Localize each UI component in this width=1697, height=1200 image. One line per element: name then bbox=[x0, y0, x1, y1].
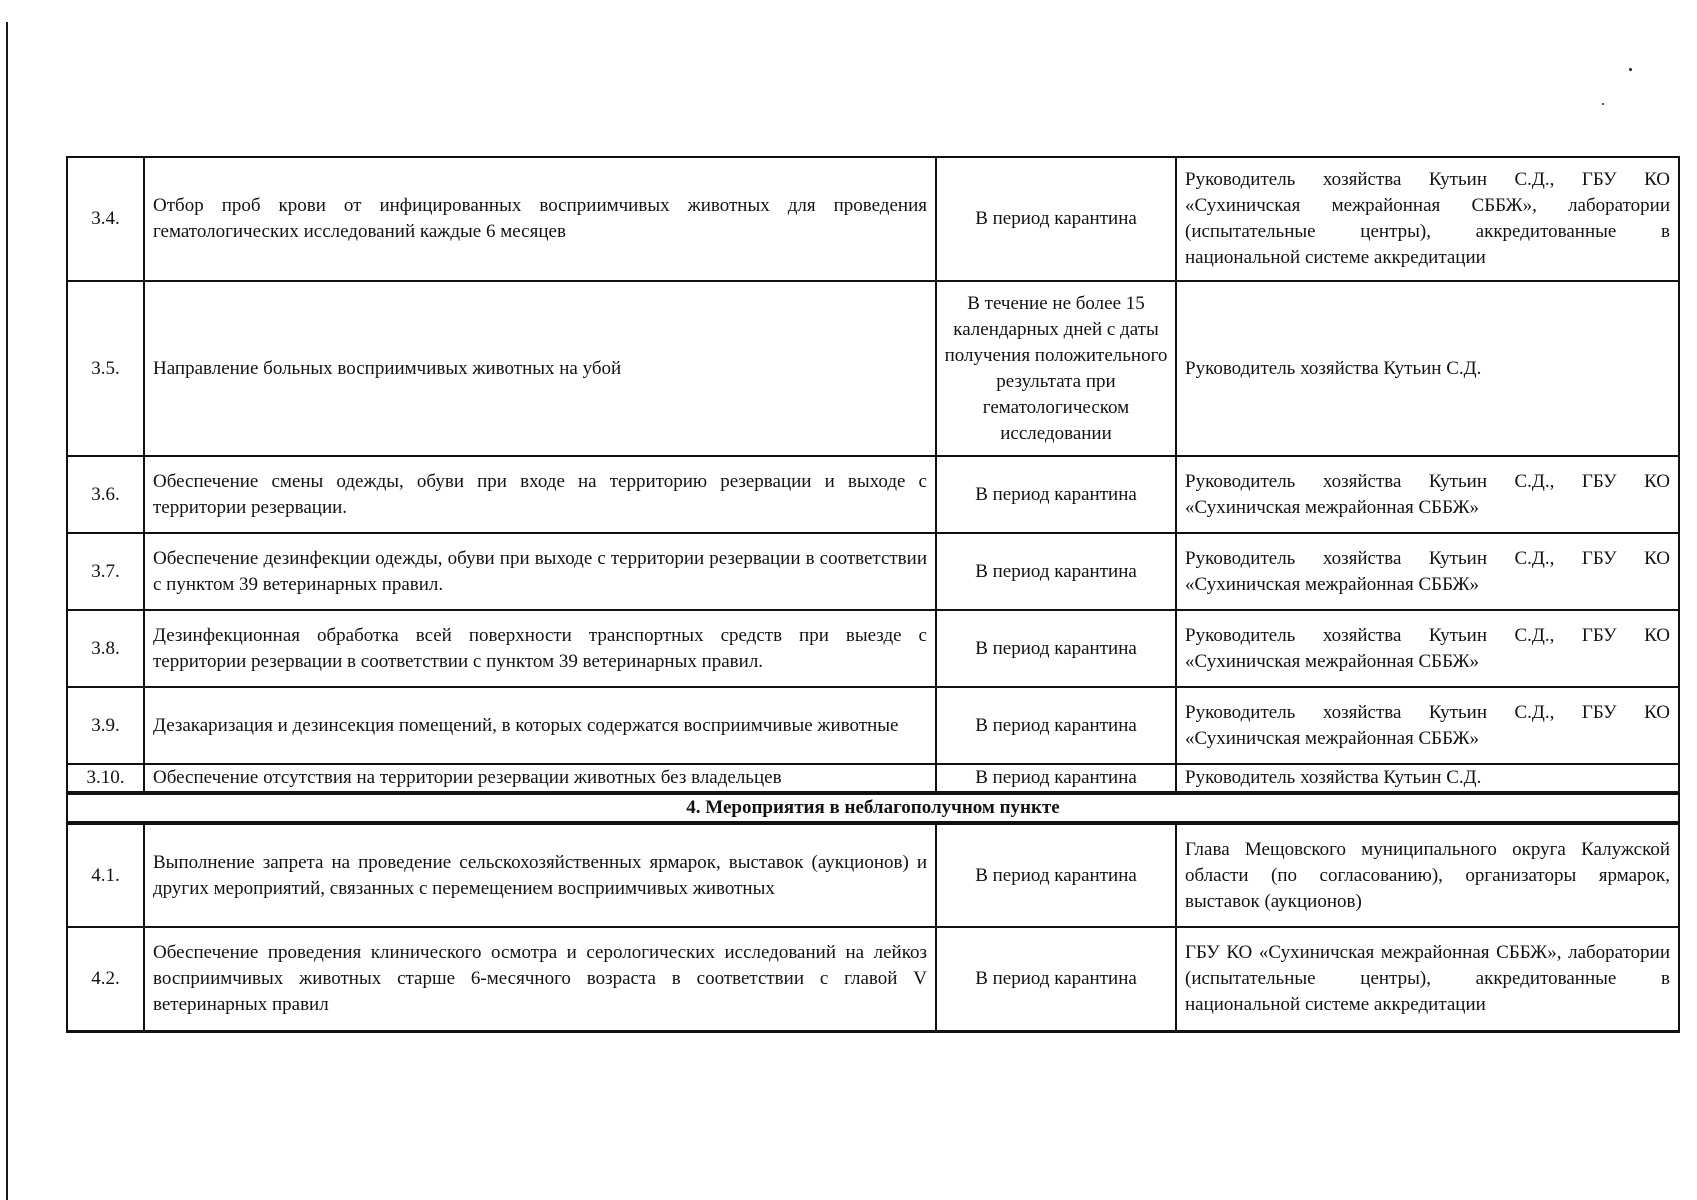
action-cell: Обеспечение проведения клинического осмотра и серологических исследований на лейкоз восприимчивых животных старше 6-месячного возраста в соответствии с главой V ветеринарных правил bbox=[144, 927, 936, 1031]
table-row bbox=[67, 157, 1679, 281]
responsible-cell: Глава Мещовского муниципального округа Калужской области (по согласованию), организаторы ярмарок, выставок (аукционов) bbox=[1176, 823, 1679, 927]
table-row bbox=[67, 927, 1679, 1031]
responsible-cell: Руководитель хозяйства Кутьин С.Д., ГБУ КО «Сухиничская межрайонная СББЖ» bbox=[1176, 456, 1679, 533]
scan-speck bbox=[1629, 68, 1632, 71]
row-number: 4.1. bbox=[67, 823, 144, 927]
term-cell: В период карантина bbox=[936, 927, 1176, 1031]
row-number: 4.2. bbox=[67, 927, 144, 1031]
table-row bbox=[67, 687, 1679, 764]
table-row bbox=[67, 533, 1679, 610]
action-cell: Направление больных восприимчивых животных на убой bbox=[144, 281, 936, 456]
term-cell: В период карантина bbox=[936, 764, 1176, 793]
scan-speck bbox=[1602, 103, 1604, 105]
term-cell: В период карантина bbox=[936, 157, 1176, 281]
term-cell: В период карантина bbox=[936, 823, 1176, 927]
table-row bbox=[67, 764, 1679, 793]
term-cell: В период карантина bbox=[936, 687, 1176, 764]
action-cell: Обеспечение дезинфекции одежды, обуви при выходе с территории резервации в соответствии с пунктом 39 ветеринарных правил. bbox=[144, 533, 936, 610]
action-cell: Обеспечение смены одежды, обуви при входе на территорию резервации и выходе с территории резервации. bbox=[144, 456, 936, 533]
term-cell: В течение не более 15 календарных дней с даты получения положительного результата при гематологическом исследовании bbox=[936, 281, 1176, 456]
responsible-cell: Руководитель хозяйства Кутьин С.Д. bbox=[1176, 281, 1679, 456]
row-number: 3.8. bbox=[67, 610, 144, 687]
responsible-cell: Руководитель хозяйства Кутьин С.Д., ГБУ КО «Сухиничская межрайонная СББЖ», лаборатории (испытательные центры), аккредитованные в национальной системе аккредитации bbox=[1176, 157, 1679, 281]
action-cell: Выполнение запрета на проведение сельскохозяйственных ярмарок, выставок (аукционов) и других мероприятий, связанных с перемещением восприимчивых животных bbox=[144, 823, 936, 927]
section-header-row bbox=[67, 793, 1679, 823]
action-cell: Отбор проб крови от инфицированных восприимчивых животных для проведения гематологических исследований каждые 6 месяцев bbox=[144, 157, 936, 281]
action-cell: Обеспечение отсутствия на территории резервации животных без владельцев bbox=[144, 764, 936, 793]
row-number: 3.5. bbox=[67, 281, 144, 456]
table-row bbox=[67, 281, 1679, 456]
scan-edge-line bbox=[6, 22, 8, 1200]
term-cell: В период карантина bbox=[936, 533, 1176, 610]
row-number: 3.7. bbox=[67, 533, 144, 610]
table-row bbox=[67, 610, 1679, 687]
row-number: 3.6. bbox=[67, 456, 144, 533]
row-number: 3.4. bbox=[67, 157, 144, 281]
term-cell: В период карантина bbox=[936, 456, 1176, 533]
section-title: 4. Мероприятия в неблагополучном пункте bbox=[67, 793, 1679, 823]
action-cell: Дезинфекционная обработка всей поверхности транспортных средств при выезде с территории резервации в соответствии с пунктом 39 ветеринарных правил. bbox=[144, 610, 936, 687]
action-cell: Дезакаризация и дезинсекция помещений, в которых содержатся восприимчивые животные bbox=[144, 687, 936, 764]
measures-table bbox=[66, 156, 1680, 1033]
responsible-cell: Руководитель хозяйства Кутьин С.Д., ГБУ КО «Сухиничская межрайонная СББЖ» bbox=[1176, 687, 1679, 764]
term-cell: В период карантина bbox=[936, 610, 1176, 687]
responsible-cell: Руководитель хозяйства Кутьин С.Д., ГБУ КО «Сухиничская межрайонная СББЖ» bbox=[1176, 610, 1679, 687]
row-number: 3.9. bbox=[67, 687, 144, 764]
responsible-cell: Руководитель хозяйства Кутьин С.Д. bbox=[1176, 764, 1679, 793]
table-row bbox=[67, 823, 1679, 927]
table-row bbox=[67, 456, 1679, 533]
responsible-cell: Руководитель хозяйства Кутьин С.Д., ГБУ КО «Сухиничская межрайонная СББЖ» bbox=[1176, 533, 1679, 610]
responsible-cell: ГБУ КО «Сухиничская межрайонная СББЖ», лаборатории (испытательные центры), аккредитованные в национальной системе аккредитации bbox=[1176, 927, 1679, 1031]
row-number: 3.10. bbox=[67, 764, 144, 793]
